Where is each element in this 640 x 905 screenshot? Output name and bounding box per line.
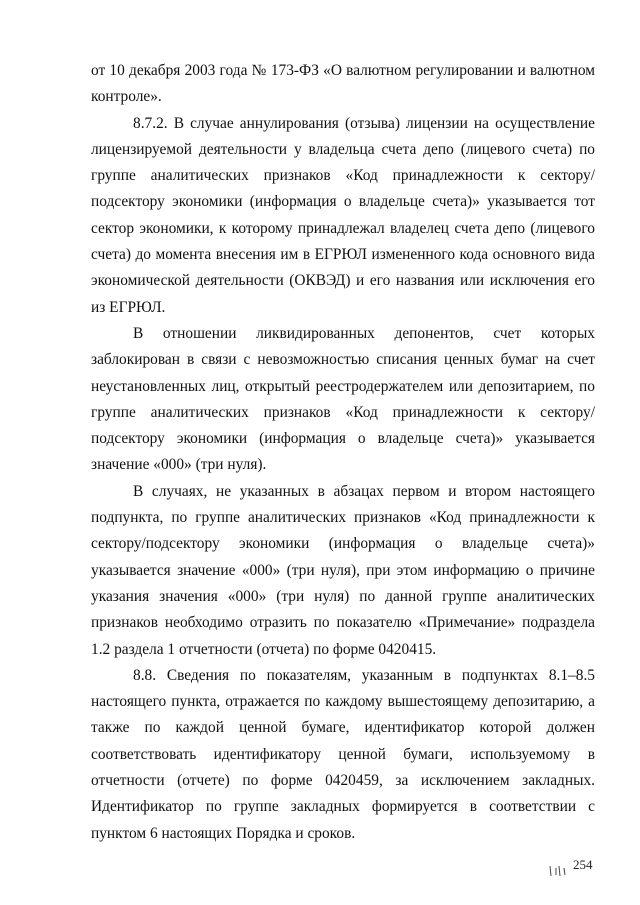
- paragraph-8-7-2: 8.7.2. В случае аннулирования (отзыва) лицензии на осуществление лицензируемой деятельности у владельца счета депо (лицевого счета) по группе аналитических признаков «Код принадлежности к сектору/подсектору экономики (информация о владельце счета)» указывается тот сектор экономики, к которому принадлежал владелец счета депо (лицевого счета) до момента внесения им в ЕГРЮЛ измененного кода основного вида экономической деятельности (ОКВЭД) и его названия или исключения его из ЕГРЮЛ.: [91, 114, 595, 316]
- page-number: 254: [573, 857, 593, 872]
- handwritten-mark-icon: [548, 862, 572, 878]
- paragraph-continuation: от 10 декабря 2003 года № 173-ФЗ «О валютном регулировании и валютном контроле».: [91, 62, 595, 106]
- paragraph-8-8: 8.8. Сведения по показателям, указанным в подпунктах 8.1–8.5 настоящего пункта, отражается по каждому вышестоящему депозитарию, а также по каждой ценной бумаге, идентификатор которой должен соответствовать идентификатору ценной бумаги, используемому в отчетности (отчете) по форме 0420459, за исключением закладных. Идентификатор по группе закладных формируется в соответствии с пунктом 6 настоящих Порядка и сроков.: [91, 666, 595, 842]
- document-body: [91, 58, 595, 847]
- paragraph-other-cases: В случаях, не указанных в абзацах первом и втором настоящего подпункта, по группе аналитических признаков «Код принадлежности к сектору/подсектору экономики (информация о владельце счета)» указывается значение «000» (три нуля), при этом информацию о причине указания значения «000» (три нуля) по данной группе аналитических признаков необходимо отразить по показателю «Примечание» подраздела 1.2 раздела 1 отчетности (отчета) по форме 0420415.: [91, 482, 595, 658]
- paragraph-liquidated-depositors: В отношении ликвидированных депонентов, счет которых заблокирован в связи с невозможностью списания ценных бумаг на счет неустановленных лиц, открытый реестродержателем или депозитарием, по группе аналитических признаков «Код принадлежности к сектору/подсектору экономики (информация о владельце счета)» указывается значение «000» (три нуля).: [91, 324, 595, 474]
